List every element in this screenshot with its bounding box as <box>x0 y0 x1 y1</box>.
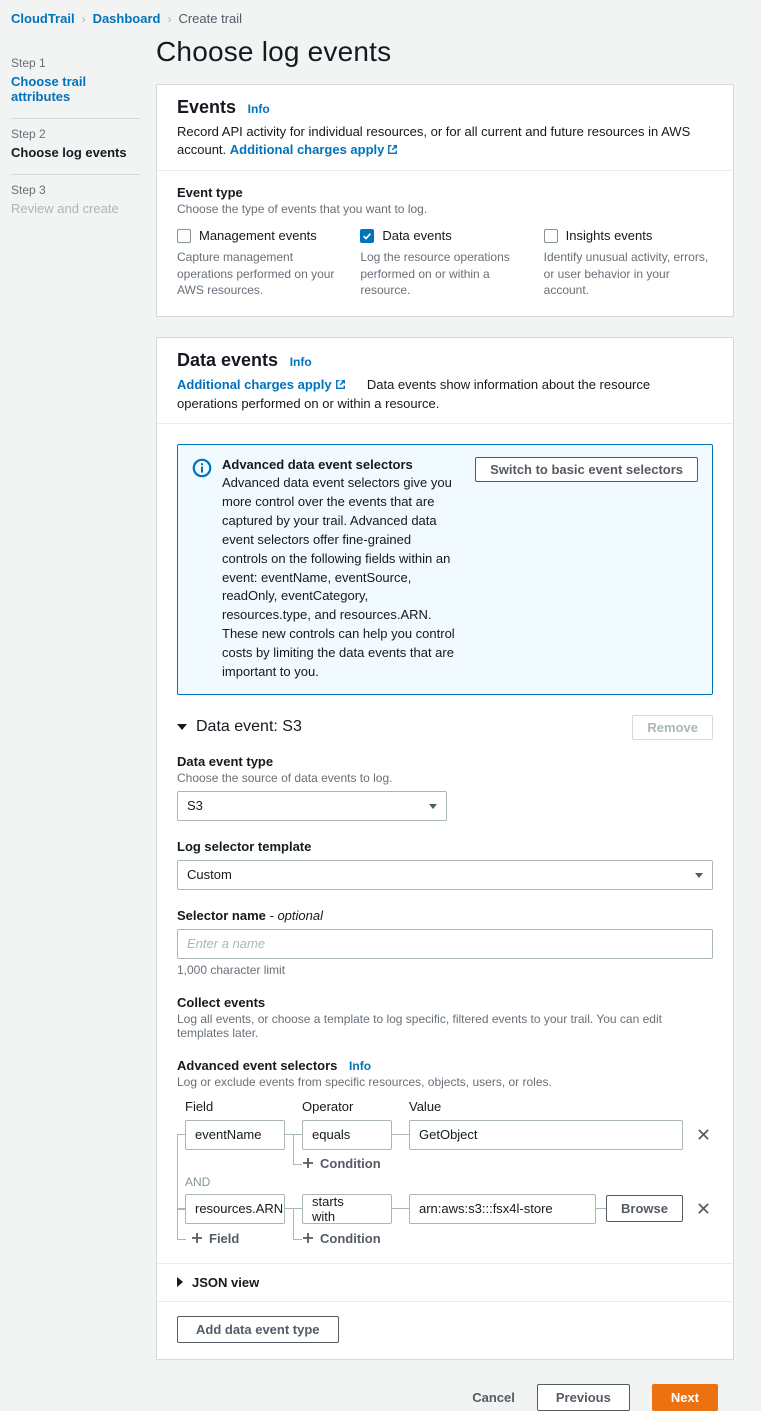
selector-name-group <box>177 908 713 977</box>
page-title: Choose log events <box>156 36 392 67</box>
remove-condition-2-icon[interactable] <box>693 1199 713 1219</box>
value-input-2[interactable] <box>419 1201 586 1216</box>
data-event-s3-header <box>177 715 713 740</box>
cancel-button[interactable]: Cancel <box>472 1389 515 1405</box>
selector-name-optional: - optional <box>269 907 323 923</box>
data-event-type-value: S3 <box>187 798 203 814</box>
dropdown-caret-icon <box>429 804 437 809</box>
add-field-label: Field <box>209 1230 240 1246</box>
step-3-label: Review and create <box>11 201 119 216</box>
add-condition-1-label: Condition <box>320 1155 381 1171</box>
connector-line <box>293 1164 302 1165</box>
data-events-charges-label: Additional charges apply <box>177 376 332 392</box>
add-data-event-row <box>157 1302 733 1359</box>
add-condition-2-link[interactable] <box>302 1231 381 1246</box>
breadcrumb-separator-icon: › <box>81 11 86 26</box>
field-select-2[interactable] <box>185 1194 285 1224</box>
connector-line <box>177 1239 186 1240</box>
browse-button[interactable]: Browse <box>606 1195 683 1222</box>
additional-charges-link[interactable] <box>230 142 399 157</box>
operator-select-2-value: starts with <box>312 1193 344 1224</box>
alert-content <box>222 457 465 681</box>
builder-column-headers <box>177 1099 713 1119</box>
management-events-label[interactable]: Management events <box>199 228 317 244</box>
external-link-icon <box>387 142 398 160</box>
selector-name-label <box>177 908 713 923</box>
insights-events-checkbox[interactable] <box>544 229 558 243</box>
collect-events-group <box>177 995 713 1040</box>
insights-events-label[interactable]: Insights events <box>565 228 653 244</box>
alert-body: Advanced data event selectors give you more control over the events that are captured by your trail. Advanced data event selectors offer fine-grained controls on the following fields within an event: eventName, eventSource, readOnly, eventCategory, resources.type, and resources.ARN. These new controls can help you control costs by limiting the data events that are important to you. <box>222 475 455 679</box>
breadcrumb-dashboard[interactable]: Dashboard <box>92 11 161 26</box>
column-header-value: Value <box>409 1098 442 1114</box>
add-data-event-type-button[interactable]: Add data event type <box>177 1316 339 1343</box>
breadcrumb <box>0 0 761 26</box>
events-card-header <box>157 85 733 171</box>
breadcrumb-cloudtrail[interactable]: CloudTrail <box>11 11 75 26</box>
value-input-1[interactable] <box>419 1127 673 1142</box>
and-label: AND <box>185 1174 211 1189</box>
add-condition-1-link[interactable] <box>302 1156 381 1171</box>
add-condition-2-label: Condition <box>320 1230 381 1246</box>
next-button[interactable]: Next <box>652 1384 718 1411</box>
step-2-label: Choose log events <box>11 145 127 160</box>
alert-title: Advanced data event selectors <box>222 457 413 473</box>
operator-select-2[interactable] <box>302 1194 392 1224</box>
advanced-event-selectors-group <box>177 1058 713 1089</box>
column-header-operator: Operator <box>302 1098 354 1114</box>
data-events-card <box>156 337 734 1360</box>
events-card <box>156 84 734 317</box>
data-events-title: Data events <box>177 349 279 370</box>
operator-select-1-value: equals <box>312 1127 351 1143</box>
switch-to-basic-selectors-button[interactable]: Switch to basic event selectors <box>475 457 698 482</box>
field-select-1[interactable] <box>185 1120 285 1150</box>
collect-events-description: Log all events, or choose a template to log specific, filtered events to your trail. You can edit templates later. <box>177 1011 662 1040</box>
log-selector-template-label: Log selector template <box>177 838 312 854</box>
connector-line <box>293 1239 302 1240</box>
data-events-checkbox[interactable] <box>360 229 374 243</box>
event-type-description: Choose the type of events that you want to log. <box>177 202 428 217</box>
step-1-link[interactable]: Choose trail attributes <box>11 74 87 104</box>
log-selector-template-group <box>177 839 713 890</box>
additional-charges-label: Additional charges apply <box>229 142 385 158</box>
events-description <box>177 123 713 160</box>
data-event-type-select[interactable] <box>177 791 447 821</box>
data-event-s3-expander[interactable] <box>177 718 302 736</box>
events-card-body <box>157 171 733 316</box>
dropdown-caret-icon <box>695 873 703 878</box>
selector-row-2 <box>177 1194 713 1224</box>
step-2 <box>11 118 140 174</box>
data-events-description-text: Data events show information about the resource operations performed on or within a resource. <box>177 376 651 412</box>
selector-name-input[interactable] <box>187 936 703 951</box>
advanced-selectors-alert <box>177 444 713 694</box>
json-view-label: JSON view <box>192 1274 260 1290</box>
collect-events-label: Collect events <box>177 994 266 1010</box>
selector-row-1 <box>177 1120 713 1150</box>
data-event-type-description: Choose the source of data events to log. <box>177 770 393 785</box>
value-input-2-wrap <box>409 1194 596 1224</box>
wizard-footer <box>156 1380 734 1411</box>
breadcrumb-separator-icon: › <box>167 11 172 26</box>
data-events-info-link[interactable]: Info <box>289 354 312 369</box>
advanced-selectors-info-link[interactable]: Info <box>349 1058 372 1073</box>
remove-condition-1-icon[interactable] <box>693 1125 713 1145</box>
event-type-options <box>177 228 713 298</box>
event-type-label: Event type <box>177 185 243 201</box>
data-events-option <box>360 228 543 298</box>
json-view-expander[interactable] <box>157 1263 733 1302</box>
insights-events-description: Identify unusual activity, errors, or user behavior in your account. <box>543 250 709 297</box>
chevron-right-icon <box>177 1277 183 1287</box>
add-field-link[interactable] <box>191 1231 239 1246</box>
breadcrumb-current: Create trail <box>178 11 243 26</box>
step-1-number: Step 1 <box>11 56 46 70</box>
step-3-number: Step 3 <box>11 183 46 197</box>
data-events-description: Log the resource operations performed on or within a resource. <box>360 250 510 297</box>
value-input-1-wrap <box>409 1120 683 1150</box>
data-events-label[interactable]: Data events <box>382 228 452 244</box>
events-title: Events <box>177 97 237 117</box>
selector-name-label-text: Selector name <box>177 907 266 923</box>
log-selector-template-select[interactable] <box>177 860 713 890</box>
events-info-link[interactable]: Info <box>247 102 270 116</box>
remove-button[interactable]: Remove <box>632 715 713 740</box>
operator-select-1[interactable] <box>302 1120 392 1150</box>
data-event-type-label: Data event type <box>177 753 274 769</box>
column-header-field: Field <box>185 1098 214 1114</box>
selector-builder <box>177 1099 713 1249</box>
management-events-option <box>177 228 360 298</box>
data-events-card-header <box>157 338 733 424</box>
management-events-checkbox[interactable] <box>177 229 191 243</box>
wizard-steps-sidebar <box>0 26 156 230</box>
advanced-event-selectors-description: Log or exclude events from specific resources, objects, users, or roles. <box>177 1074 552 1089</box>
step-1 <box>11 48 140 118</box>
chevron-down-icon <box>177 724 187 730</box>
previous-button[interactable]: Previous <box>537 1384 630 1411</box>
insights-events-option <box>544 228 713 298</box>
field-select-2-value: resources.ARN <box>195 1201 284 1217</box>
selector-name-input-wrap <box>177 929 713 959</box>
external-link-icon <box>335 377 346 395</box>
selector-name-hint: 1,000 character limit <box>177 962 286 977</box>
field-select-1-value: eventName <box>195 1127 262 1143</box>
data-event-type-group <box>177 754 713 821</box>
management-events-description: Capture management operations performed on your AWS resources. <box>177 250 335 297</box>
data-events-description-row <box>177 376 713 413</box>
log-selector-template-value: Custom <box>187 867 232 883</box>
advanced-event-selectors-label: Advanced event selectors <box>177 1057 338 1073</box>
step-3 <box>11 174 140 230</box>
data-event-s3-title: Data event: S3 <box>196 718 302 736</box>
step-2-number: Step 2 <box>11 127 46 141</box>
events-description-text: Record API activity for individual resources, or for all current and future resources in AWS account. <box>177 124 691 158</box>
info-circle-icon <box>192 458 212 681</box>
data-events-charges-link[interactable] <box>177 377 346 392</box>
